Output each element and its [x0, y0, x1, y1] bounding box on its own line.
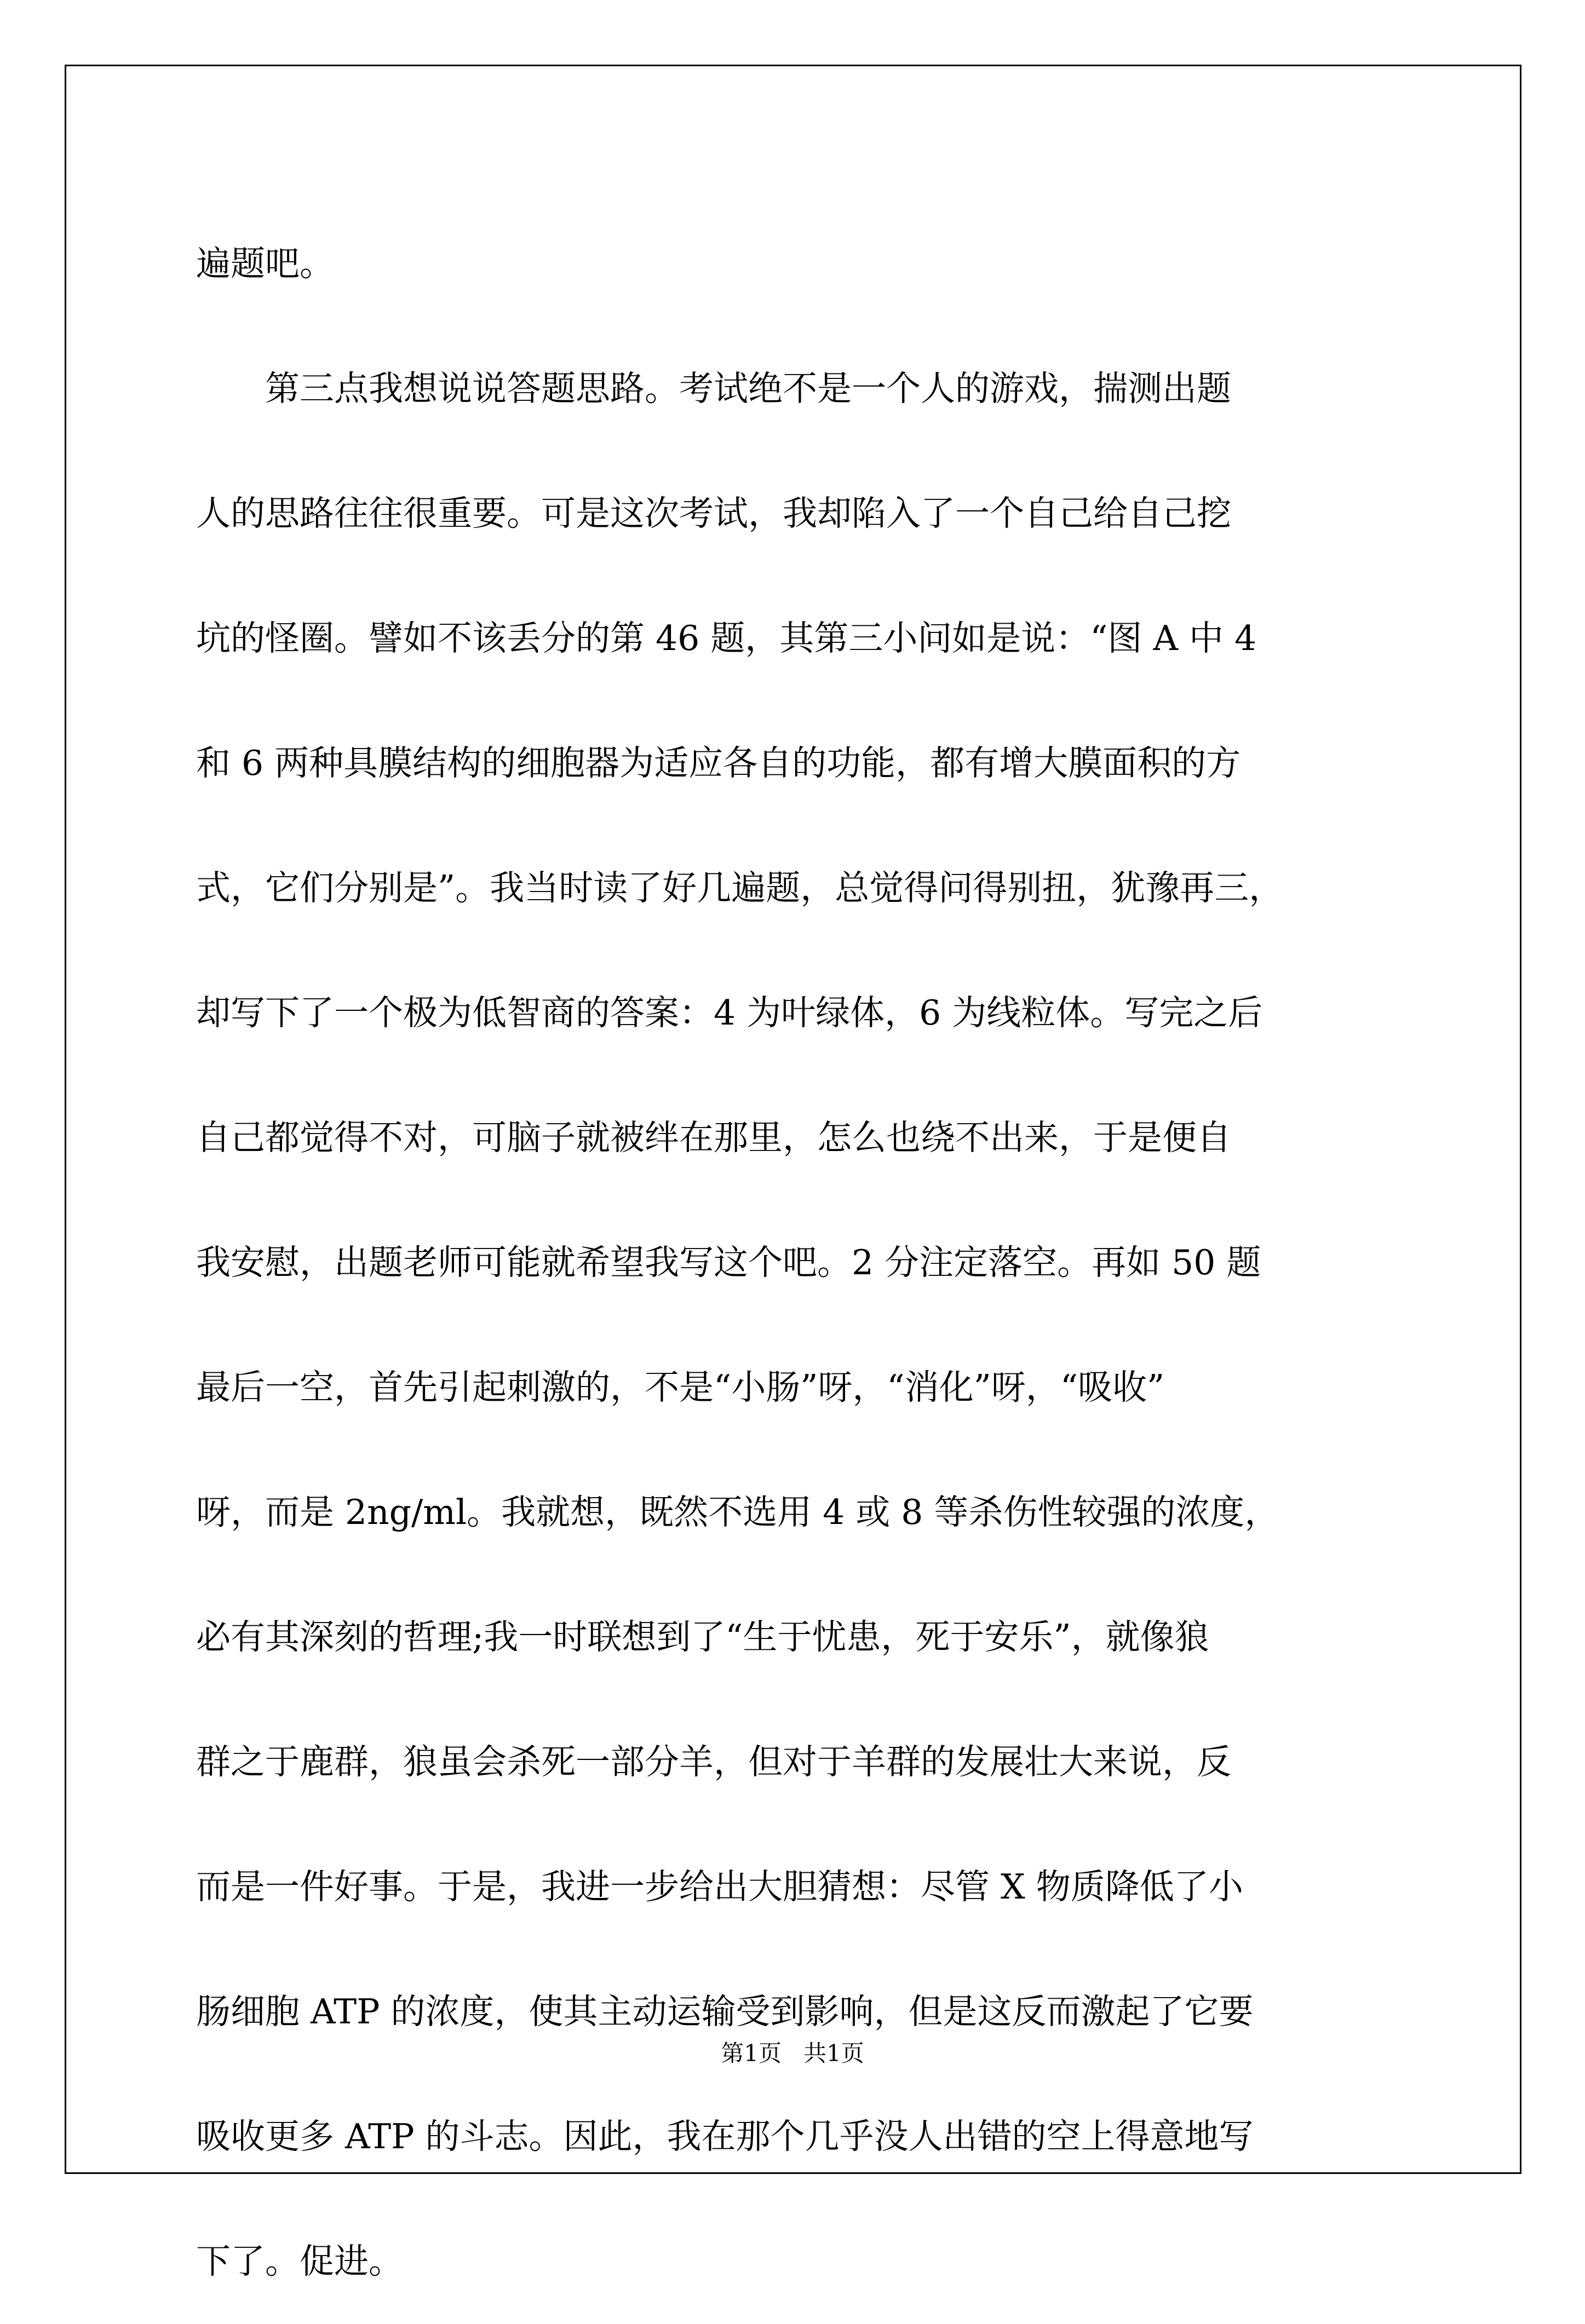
text-line: 必有其深刻的哲理;我一时联想到了“生于忧患，死于安乐”，就像狼 [196, 1617, 1209, 1657]
text-line: 第三点我想说说答题思路。考试绝不是一个人的游戏，揣测出题 [265, 369, 1231, 409]
text-line: 群之于鹿群，狼虽会杀死一部分羊，但对于羊群的发展壮大来说，反 [196, 1742, 1231, 1782]
text-line: 式，它们分别是”。我当时读了好几遍题，总觉得问得别扭，犹豫再三， [196, 868, 1284, 908]
text-line: 而是一件好事。于是，我进一步给出大胆猜想：尽管 X 物质降低了小 [196, 1867, 1243, 1907]
text-line: 下了。促进。 [196, 2241, 403, 2281]
text-line: 呀，而是 2ng/ml。我就想，既然不选用 4 或 8 等杀伤性较强的浓度， [196, 1492, 1279, 1532]
text-line: 我安慰，出题老师可能就希望我写这个吧。2 分注定落空。再如 50 题 [196, 1242, 1261, 1282]
text-line: 人的思路往往很重要。可是这次考试，我却陷入了一个自己给自己挖 [196, 493, 1231, 533]
page-footer: 第1页 共1页 [721, 2040, 864, 2067]
text-line: 和 6 两种具膜结构的细胞器为适应各自的功能，都有增大膜面积的方 [196, 743, 1241, 783]
text-line: 肠细胞 ATP 的浓度，使其主动运输受到影响，但是这反而激起了它要 [196, 1992, 1254, 2032]
text-line: 坑的怪圈。譬如不该丢分的第 46 题，其第三小问如是说：“图 A 中 4 [196, 618, 1257, 658]
text-line: 吸收更多 ATP 的斗志。因此，我在那个几乎没人出错的空上得意地写 [196, 2116, 1254, 2156]
document-body [196, 202, 1397, 2324]
text-line: 最后一空，首先引起刺激的，不是“小肠”呀，“消化”呀，“吸收” [196, 1367, 1165, 1407]
text-line: 自己都觉得不对，可脑子就被绊在那里，怎么也绕不出来，于是便自 [196, 1118, 1231, 1158]
text-line: 却写下了一个极为低智商的答案：4 为叶绿体，6 为线粒体。写完之后 [196, 993, 1263, 1033]
text-line: 遍题吧。 [196, 244, 334, 284]
